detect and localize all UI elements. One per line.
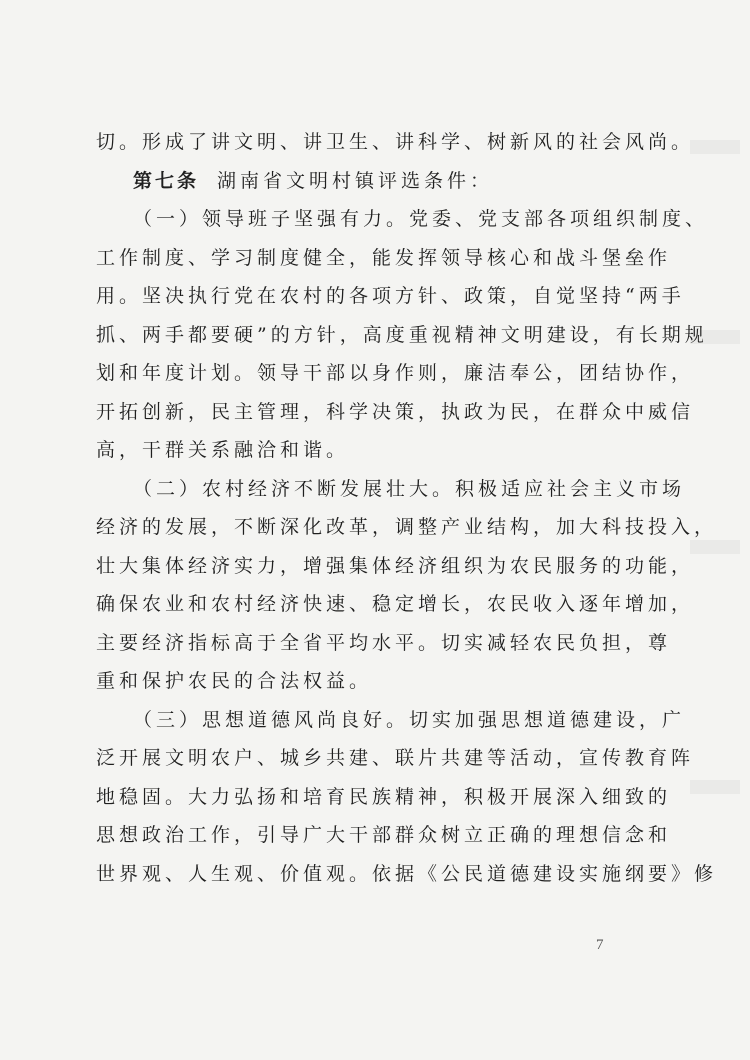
paragraph-line: （一）领导班子坚强有力。党委、党支部各项组织制度、 <box>133 208 709 230</box>
paragraph-line: 泛开展文明农户、城乡共建、联片共建等活动，宣传教育阵 <box>96 747 695 769</box>
page-number: 7 <box>596 937 604 953</box>
paragraph-line: 抓、两手都要硬”的方针，高度重视精神文明建设，有长期规 <box>96 323 708 346</box>
paragraph-line: 重和保护农民的合法权益。 <box>96 670 373 692</box>
paragraph-line: 划和年度计划。领导干部以身作则，廉洁奉公，团结协作， <box>96 362 695 384</box>
paragraph-line: 经济的发展，不断深化改革，调整产业结构，加大科技投入， <box>96 516 718 538</box>
paragraph-ideology-morality <box>96 705 718 890</box>
bleed-through-mark <box>690 140 740 154</box>
bleed-through-mark <box>690 540 740 554</box>
paragraph-line: 工作制度、学习制度健全，能发挥领导核心和战斗堡垒作 <box>96 246 672 269</box>
paragraph-line: 思想政治工作，引导广大干部群众树立正确的理想信念和 <box>96 824 672 846</box>
intro-line: 切。形成了讲文明、讲卫生、讲科学、树新风的社会风尚。 <box>96 131 695 153</box>
bleed-through-mark <box>690 780 740 794</box>
paragraph-line: 壮大集体经济实力，增强集体经济组织为农民服务的功能， <box>96 554 695 577</box>
paragraph-line: 地稳固。大力弘扬和培育民族精神，积极开展深入细致的 <box>96 785 672 808</box>
article-heading <box>96 166 656 197</box>
article-label: 第七条 <box>133 169 200 192</box>
paragraph-line: 主要经济指标高于全省平均水平。切实减轻农民负担，尊 <box>96 631 672 654</box>
paragraph-line: 确保农业和农村经济快速、稳定增长，农民收入逐年增加， <box>96 593 695 615</box>
paragraph-line: 高，干群关系融洽和谐。 <box>96 439 350 461</box>
paragraph-line: 开拓创新，民主管理，科学决策，执政为民，在群众中威信 <box>96 400 695 423</box>
paragraph-line: 世界观、人生观、价值观。依据《公民道德建设实施纲要》修 <box>96 862 718 885</box>
paragraph-leadership <box>96 204 709 466</box>
paragraph-line: （三）思想道德风尚良好。切实加强思想道德建设，广 <box>133 708 686 731</box>
paragraph-line: 用。坚决执行党在农村的各项方针、政策，自觉坚持“两手 <box>96 285 685 307</box>
paragraph-rural-economy <box>96 474 718 698</box>
article-title: 湖南省文明村镇评选条件： <box>217 169 494 192</box>
paragraph-line: （二）农村经济不断发展壮大。积极适应社会主义市场 <box>133 477 686 500</box>
document-body <box>96 127 718 897</box>
